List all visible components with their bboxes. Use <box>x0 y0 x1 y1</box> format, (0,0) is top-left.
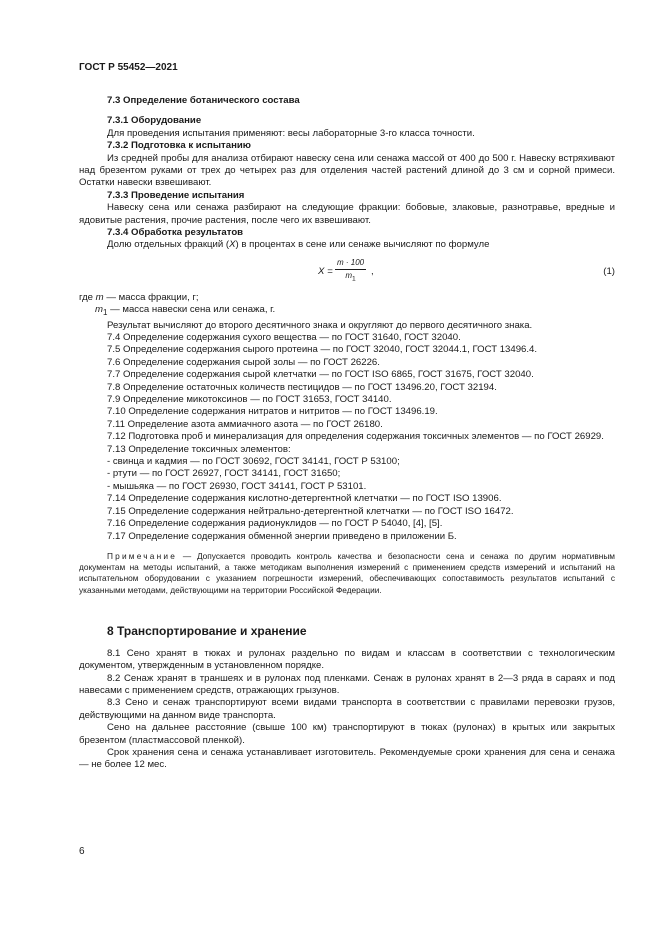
list-item: 7.7 Определение содержания сырой клетчатки — по ГОСТ ISO 6865, ГОСТ 31675, ГОСТ 32040. <box>107 369 534 381</box>
section-8-paragraph: 8.1 Сено хранят в тюках и рулонах раздельно по видам и классам в соответствии с технологическим документом, утвержденным в установленном порядке. <box>79 647 615 672</box>
toxic-item: - свинца и кадмия — по ГОСТ 30692, ГОСТ 34141, ГОСТ Р 53100; <box>107 456 400 468</box>
formula-number: (1) <box>603 265 615 277</box>
list-item: 7.9 Определение микотоксинов — по ГОСТ 31653, ГОСТ 34140. <box>107 394 392 406</box>
list-item: 7.6 Определение содержания сырой золы — по ГОСТ 26226. <box>107 356 380 368</box>
formula-numerator: m · 100 <box>335 258 366 270</box>
list-item-7-12: 7.12 Подготовка проб и минерализация для определения содержания токсичных элементов — по ГОСТ 26929. <box>107 431 604 443</box>
formula-1 <box>79 258 615 288</box>
section-8-paragraph: 8.2 Сенаж хранят в траншеях и в рулонах под пленками. Сенаж в рулонах хранят в 2—3 ряда в сараях и под навесами с применением средств, отражающих грызунов. <box>79 672 615 696</box>
where-line-2: $m_1$ — масса навески сена или сенажа, г. <box>95 304 276 318</box>
section-7-3-3-text: Навеску сена или сенажа разбирают на следующие фракции: бобовые, злаковые, разнотравье, вредные и ядовитые растения, прочие растения, после чего их взвешивают. <box>79 202 615 226</box>
section-7-3-1-text: Для проведения испытания применяют: весы лабораторные 3-го класса точности. <box>107 127 475 139</box>
where-line-1: где m — масса фракции, г; <box>79 291 199 303</box>
formula-denominator: $m_1$ <box>345 270 356 283</box>
list-item: 7.15 Определение содержания нейтрально-детергентной клетчатки — по ГОСТ ISO 16472. <box>107 505 514 517</box>
list-item: 7.4 Определение содержания сухого вещества — по ГОСТ 31640, ГОСТ 32040. <box>107 332 461 343</box>
document-header: ГОСТ Р 55452—2021 <box>79 62 178 73</box>
section-7-3-4-title: 7.3.4 Обработка результатов <box>107 227 244 239</box>
section-7-3-2-title: 7.3.2 Подготовка к испытанию <box>107 140 251 152</box>
list-item: 7.14 Определение содержания кислотно-детергентной клетчатки — по ГОСТ ISO 13906. <box>107 493 502 505</box>
section-8-paragraph: 8.3 Сено и сенаж транспортируют всеми видами транспорта в соответствии с правилами перевозки грузов, действующими на данном виде транспорта. <box>79 697 615 721</box>
note <box>79 551 615 596</box>
section-8-title: 8 Транспортирование и хранение <box>107 623 307 638</box>
list-item: 7.8 Определение остаточных количеств пестицидов — по ГОСТ 13496.20, ГОСТ 32194. <box>107 381 497 393</box>
section-8-paragraph: Срок хранения сена и сенажа устанавливает изготовитель. Рекомендуемые сроки хранения для сена и сенажа — не более 12 мес. <box>79 746 615 771</box>
list-item: 7.17 Определение содержания обменной энергии приведено в приложении Б. <box>107 530 457 542</box>
section-7-3-4-text: Долю отдельных фракций (X) в процентах в сене или сенаже вычисляют по формуле <box>107 239 490 251</box>
toxic-item: - ртути — по ГОСТ 26927, ГОСТ 34141, ГОСТ 31650; <box>107 468 341 480</box>
formula-lhs: X = <box>318 265 333 277</box>
note-text: — Допускается проводить контроль качества и безопасности сена и сенажа по другим нормативным документам на методы испытаний, а также методикам выполнения измерений с применением средств измерений и испытаний на испытательном оборудовании с указанием погрешности измерений, обеспечивающих сопоставимость результатов испытаний с указанными методами, действующими на территории Российской Федерации. <box>79 550 615 595</box>
section-7-3-title: 7.3 Определение ботанического состава <box>107 95 300 106</box>
result-text: Результат вычисляют до второго десятичного знака и округляют до первого десятичного знака. <box>107 319 533 331</box>
page-number: 6 <box>79 846 85 857</box>
formula-tail: , <box>371 265 374 277</box>
section-8-paragraph: Сено на дальнее расстояние (свыше 100 км) транспортируют в тюках (рулонах) в крытых или закрытых брезентом (пластмассовой пленкой). <box>79 722 615 746</box>
toxic-item: - мышьяка — по ГОСТ 26930, ГОСТ 34141, ГОСТ Р 53101. <box>107 480 367 492</box>
section-7-3-3-title: 7.3.3 Проведение испытания <box>107 189 245 201</box>
formula-fraction <box>335 258 366 285</box>
list-item: 7.16 Определение содержания радионуклидов — по ГОСТ Р 54040, [4], [5]. <box>107 518 443 530</box>
note-label: Примечание <box>107 550 178 561</box>
section-7-3-2-text: Из средней пробы для анализа отбирают навеску сена или сенажа массой от 400 до 500 г. Навеску встряхивают над брезентом руками от трех до четырех раз для отделения частей растений длиной до 3 см и сорной примеси. Остатки навески взвешивают. <box>79 152 615 189</box>
page-content <box>79 95 615 772</box>
list-item: 7.10 Определение содержания нитратов и нитритов — по ГОСТ 13496.19. <box>107 406 438 418</box>
section-7-3-1-title: 7.3.1 Оборудование <box>107 115 202 127</box>
list-item: 7.11 Определение азота аммиачного азота — по ГОСТ 26180. <box>107 418 383 430</box>
list-item: 7.5 Определение содержания сырого протеина — по ГОСТ 32040, ГОСТ 32044.1, ГОСТ 13496.4. <box>107 344 538 356</box>
list-item-7-13: 7.13 Определение токсичных элементов: <box>107 443 291 455</box>
